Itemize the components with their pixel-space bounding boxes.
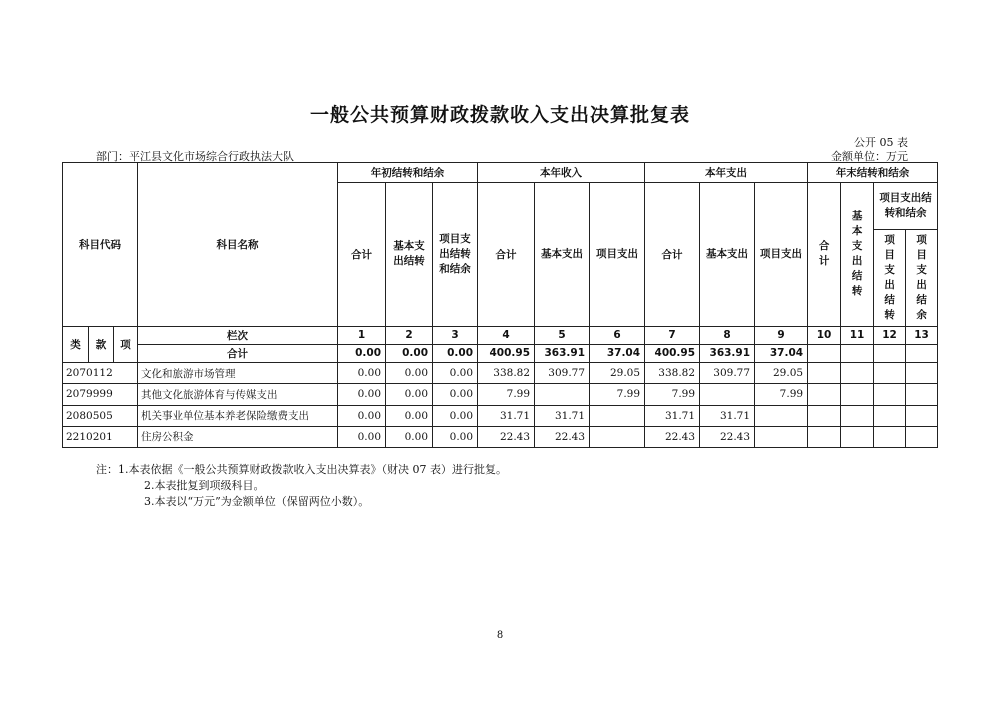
total-cell: 37.04 bbox=[590, 344, 645, 362]
value-cell: 31.71 bbox=[478, 405, 535, 426]
header-lanci: 栏次 bbox=[138, 326, 338, 344]
subject-code-cell: 2080505 bbox=[63, 405, 138, 426]
header-lei: 类 bbox=[63, 326, 89, 362]
header-group-income: 本年收入 bbox=[478, 163, 645, 183]
amount-unit: 金额单位：万元 bbox=[831, 150, 908, 163]
value-cell bbox=[874, 363, 906, 384]
page-number: 8 bbox=[496, 630, 504, 641]
value-cell: 0.00 bbox=[386, 384, 433, 405]
value-cell: 7.99 bbox=[755, 384, 808, 405]
header-end-project-carry: 项目支出结转 bbox=[884, 233, 895, 321]
value-cell bbox=[906, 363, 938, 384]
value-cell: 7.99 bbox=[590, 384, 645, 405]
subject-name-cell: 其他文化旅游体育与传媒支出 bbox=[138, 384, 338, 405]
value-cell: 7.99 bbox=[645, 384, 700, 405]
value-cell bbox=[755, 426, 808, 447]
value-cell: 29.05 bbox=[590, 363, 645, 384]
table-row bbox=[63, 426, 938, 447]
header-subject-name: 科目名称 bbox=[138, 163, 338, 327]
subject-code-cell: 2079999 bbox=[63, 384, 138, 405]
header-begin-basic: 基本支出结转 bbox=[386, 183, 433, 326]
value-cell: 0.00 bbox=[386, 363, 433, 384]
budget-table bbox=[62, 162, 938, 448]
subject-code-cell: 2210201 bbox=[63, 426, 138, 447]
value-cell: 338.82 bbox=[478, 363, 535, 384]
value-cell: 0.00 bbox=[386, 426, 433, 447]
value-cell bbox=[808, 363, 841, 384]
form-number: 公开 05 表 bbox=[854, 136, 908, 149]
value-cell bbox=[874, 384, 906, 405]
header-income-basic: 基本支出 bbox=[535, 183, 590, 326]
col-number: 7 bbox=[645, 326, 700, 344]
note-line: 2.本表批复到项级科目。 bbox=[144, 479, 265, 492]
value-cell: 338.82 bbox=[645, 363, 700, 384]
total-cell bbox=[841, 344, 874, 362]
subject-name-cell: 机关事业单位基本养老保险缴费支出 bbox=[138, 405, 338, 426]
total-cell: 400.95 bbox=[645, 344, 700, 362]
header-end-basic: 基本支出结转 bbox=[851, 210, 863, 298]
header-expense-basic: 基本支出 bbox=[700, 183, 755, 326]
value-cell bbox=[535, 384, 590, 405]
total-cell: 37.04 bbox=[755, 344, 808, 362]
value-cell: 22.43 bbox=[645, 426, 700, 447]
value-cell: 0.00 bbox=[338, 405, 386, 426]
col-number: 6 bbox=[590, 326, 645, 344]
value-cell bbox=[590, 426, 645, 447]
col-number: 1 bbox=[338, 326, 386, 344]
header-end-project-balance: 项目支出结余 bbox=[916, 233, 927, 321]
value-cell: 309.77 bbox=[535, 363, 590, 384]
col-number: 12 bbox=[874, 326, 906, 344]
table-row bbox=[63, 384, 938, 405]
notes bbox=[96, 462, 507, 510]
value-cell: 0.00 bbox=[433, 363, 478, 384]
col-number: 13 bbox=[906, 326, 938, 344]
subject-name-cell: 文化和旅游市场管理 bbox=[138, 363, 338, 384]
header-subject-code: 科目代码 bbox=[63, 163, 138, 327]
value-cell: 0.00 bbox=[433, 405, 478, 426]
value-cell bbox=[755, 405, 808, 426]
header-income-total: 合计 bbox=[478, 183, 535, 326]
value-cell: 309.77 bbox=[700, 363, 755, 384]
total-cell: 363.91 bbox=[700, 344, 755, 362]
header-group-expense: 本年支出 bbox=[645, 163, 808, 183]
subject-code-cell: 2070112 bbox=[63, 363, 138, 384]
value-cell: 0.00 bbox=[338, 426, 386, 447]
value-cell: 0.00 bbox=[386, 405, 433, 426]
value-cell bbox=[808, 426, 841, 447]
total-cell: 400.95 bbox=[478, 344, 535, 362]
col-number: 8 bbox=[700, 326, 755, 344]
value-cell bbox=[906, 384, 938, 405]
total-row bbox=[63, 344, 938, 362]
total-cell bbox=[874, 344, 906, 362]
header-expense-total: 合计 bbox=[645, 183, 700, 326]
header-end-project: 项目支出结转和结余 bbox=[874, 183, 938, 229]
total-label: 合计 bbox=[138, 344, 338, 362]
col-number: 5 bbox=[535, 326, 590, 344]
total-cell bbox=[906, 344, 938, 362]
header-begin-project: 项目支出结转和结余 bbox=[433, 183, 478, 326]
header-income-project: 项目支出 bbox=[590, 183, 645, 326]
header-group-end: 年末结转和结余 bbox=[808, 163, 938, 183]
value-cell: 7.99 bbox=[478, 384, 535, 405]
col-number: 10 bbox=[808, 326, 841, 344]
value-cell: 31.71 bbox=[645, 405, 700, 426]
value-cell bbox=[700, 384, 755, 405]
total-cell: 363.91 bbox=[535, 344, 590, 362]
total-cell: 0.00 bbox=[433, 344, 478, 362]
header-begin-total: 合计 bbox=[338, 183, 386, 326]
value-cell: 31.71 bbox=[700, 405, 755, 426]
col-number: 11 bbox=[841, 326, 874, 344]
value-cell: 22.43 bbox=[535, 426, 590, 447]
header-kuan: 款 bbox=[89, 326, 114, 362]
value-cell: 0.00 bbox=[338, 363, 386, 384]
value-cell: 0.00 bbox=[433, 426, 478, 447]
value-cell: 29.05 bbox=[755, 363, 808, 384]
page-title: 一般公共预算财政拨款收入支出决算批复表 bbox=[309, 104, 690, 126]
col-number: 4 bbox=[478, 326, 535, 344]
col-number: 3 bbox=[433, 326, 478, 344]
value-cell: 0.00 bbox=[433, 384, 478, 405]
value-cell bbox=[874, 405, 906, 426]
value-cell bbox=[808, 384, 841, 405]
value-cell bbox=[906, 405, 938, 426]
header-group-begin: 年初结转和结余 bbox=[338, 163, 478, 183]
note-line: 注：1.本表依据《一般公共预算财政拨款收入支出决算表》（财决 07 表）进行批复。 bbox=[96, 463, 507, 476]
value-cell: 22.43 bbox=[478, 426, 535, 447]
table-row bbox=[63, 363, 938, 384]
total-cell: 0.00 bbox=[338, 344, 386, 362]
value-cell: 22.43 bbox=[700, 426, 755, 447]
header-end-total: 合计 bbox=[818, 240, 830, 268]
col-number: 9 bbox=[755, 326, 808, 344]
value-cell bbox=[906, 426, 938, 447]
col-number: 2 bbox=[386, 326, 433, 344]
header-xiang: 项 bbox=[114, 326, 138, 362]
subject-name-cell: 住房公积金 bbox=[138, 426, 338, 447]
value-cell bbox=[841, 384, 874, 405]
header-expense-project: 项目支出 bbox=[755, 183, 808, 326]
value-cell bbox=[590, 405, 645, 426]
value-cell bbox=[841, 363, 874, 384]
value-cell bbox=[841, 405, 874, 426]
value-cell: 31.71 bbox=[535, 405, 590, 426]
total-cell: 0.00 bbox=[386, 344, 433, 362]
value-cell bbox=[874, 426, 906, 447]
value-cell bbox=[841, 426, 874, 447]
note-line: 3.本表以“万元”为金额单位（保留两位小数）。 bbox=[144, 495, 370, 508]
total-cell bbox=[808, 344, 841, 362]
value-cell: 0.00 bbox=[338, 384, 386, 405]
value-cell bbox=[808, 405, 841, 426]
table-row bbox=[63, 405, 938, 426]
department-label: 部门：平江县文化市场综合行政执法大队 bbox=[96, 150, 294, 163]
